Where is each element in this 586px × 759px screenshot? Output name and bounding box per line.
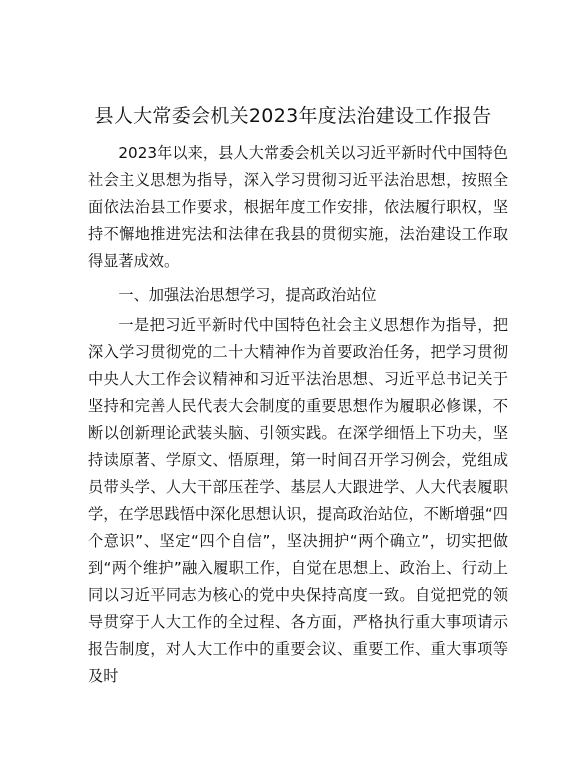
section-heading: 一、加强法治思想学习，提高政治站位 xyxy=(118,286,377,304)
section-body-paragraph: 一是把习近平新时代中国特色社会主义思想作为指导，把深入学习贯彻党的二十大精神作为首要政治任务，把学习贯彻中央人大工作会议精神和习近平法治思想、习近平总书记关于坚持和完善人民代表大会制度的重要思想作为履职必修课，不断以创新理论武装头脑、引领实践。在深学细悟上下功夫，坚持读原著、学原文、悟原理，第一时间召开学习例会，党组成员带头学、人大干部压茬学、基层人大跟进学、人大代表履职学，在学思践悟中深化思想认识，提高政治站位，不断增强“四个意识”、坚定“四个自信”，坚决拥护“两个确立”，切实把做到“两个维护”融入履职工作，自觉在思想上、政治上、行动上同以习近平同志为核心的党中央保持高度一致。自觉把党的领导贯穿于人大工作的全过程、各方面，严格执行重大事项请示报告制度，对人大工作中的重要会议、重要工作、重大事项等及时 xyxy=(88,316,508,685)
document-title: 县人大常委会机关2023年度法治建设工作报告 xyxy=(94,105,492,127)
intro-paragraph: 2023年以来，县人大常委会机关以习近平新时代中国特色社会主义思想为指导，深入学习贯彻习近平法治思想，按照全面依法治县工作要求，根据年度工作安排，依法履行职权，坚持不懈地推进宪法和法律在我县的贯彻实施，法治建设工作取得显著成效。 xyxy=(88,144,508,270)
